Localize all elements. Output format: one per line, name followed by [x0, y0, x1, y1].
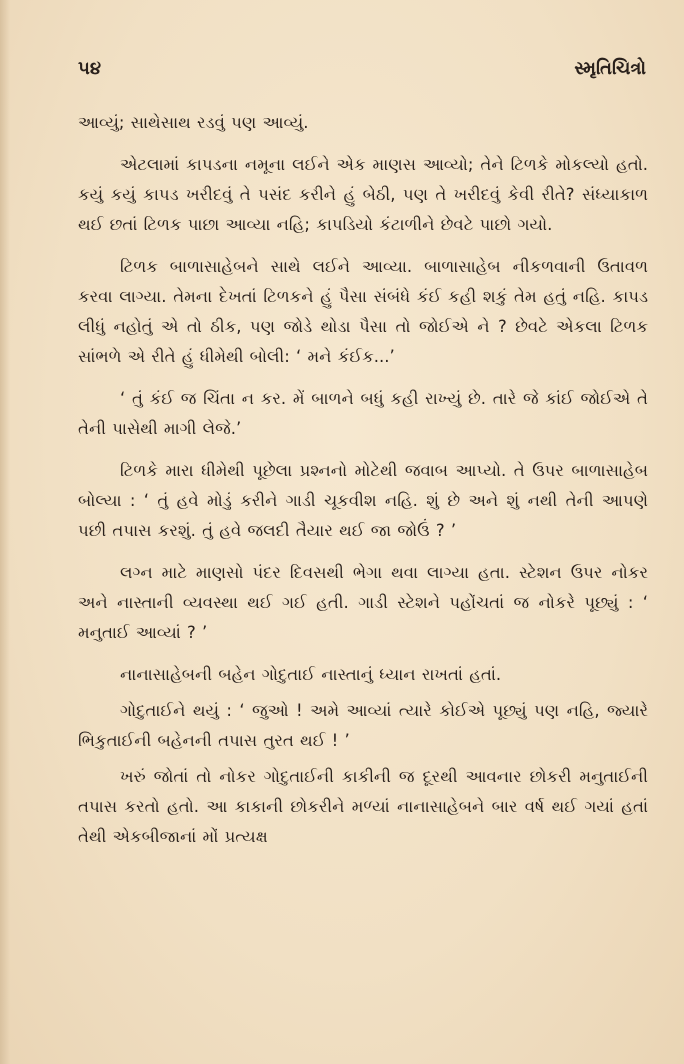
paragraph-5: ટિળકે મારા ધીમેથી પૂછેલા પ્રશ્નનો મોટેથી જવાબ આપ્યો. તે ઉપર બાળાસાહેબ બોલ્યા : ‘ તું હવે મોડું કરીને ગાડી ચૂકવીશ નહિ. શું છે અને શું નથી તેની આપણે પછી તપાસ કરશું. તું હવે જલદી તૈયાર થઈ જા જોઉં ? ’: [78, 461, 648, 540]
paragraph-7: નાનાસાહેબની બહેન ગોદુતાઈ નાસ્તાનું ધ્યાન રાખતાં હતાં.: [120, 665, 502, 684]
page-number: ૫૪: [78, 58, 101, 79]
paragraph-6: લગ્ન માટે માણસો પંદર દિવસથી ભેગા થવા લાગ્યા હતા. સ્ટેશન ઉપર નોકર અને નાસ્તાની વ્યવસ્થા થઈ ગઈ હતી. ગાડી સ્ટેશને પહોંચતાં જ નોકરે પૂછ્યું : ‘ મનુતાઈ આવ્યાં ? ’: [78, 563, 648, 642]
paragraph-1: આવ્યું; સાથેસાથ રડવું પણ આવ્યું.: [78, 113, 309, 132]
paragraph-8: ગોદુતાઈને થયું : ‘ જુઓ ! અમે આવ્યાં ત્યારે કોઈએ પૂછ્યું પણ નહિ, જ્યારે ભિકુતાઈની બહેનની તપાસ તુરત થઈ ! ’: [78, 701, 648, 750]
page-header: [78, 58, 646, 88]
body-text: [78, 108, 648, 864]
paragraph-9: ખરું જોતાં તો નોકર ગોદુતાઈની કાકીની જ દૂરથી આવનાર છોકરી મનુતાઈની તપાસ કરતો હતો. આ કાકાની છોકરીને મળ્યાં નાનાસાહેબને બાર વર્ષ થઈ ગયાં હતાં તેથી એકબીજાનાં મોં પ્રત્યક્ષ: [78, 767, 648, 846]
running-title: સ્મૃતિચિત્રો: [574, 58, 646, 79]
paragraph-3: ટિળક બાળાસાહેબને સાથે લઈને આવ્યા. બાળાસાહેબ નીકળવાની ઉતાવળ કરવા લાગ્યા. તેમના દેખતાં ટિળકને હું પૈસા સંબંધે કંઈ કહી શકું તેમ હતું નહિ. કાપડ લીધું નહોતું એ તો ઠીક, પણ જોડે થોડા પૈસા તો જોઈએ ને ? છેવટે એકલા ટિળક સાંભળે એ રીતે હું ધીમેથી બોલી: ‘ મને કંઈક...’: [78, 257, 648, 366]
paragraph-2: એટલામાં કાપડના નમૂના લઈને એક માણસ આવ્યો; તેને ટિળકે મોકલ્યો હતો. કયું કયું કાપડ ખરીદવું તે પસંદ કરીને હું બેઠી, પણ તે ખરીદવું કેવી રીતે? સંધ્યાકાળ થઈ છતાં ટિળક પાછા આવ્યા નહિ; કાપડિયો કંટાળીને છેવટે પાછો ગયો.: [78, 155, 648, 234]
page-spine-shadow: [0, 0, 10, 1064]
paragraph-4: ‘ તું કંઈ જ ચિંતા ન કર. મેં બાળને બધું કહી રાખ્યું છે. તારે જે કાંઈ જોઈએ તે તેની પાસેથી માગી લેજે.’: [78, 389, 648, 438]
